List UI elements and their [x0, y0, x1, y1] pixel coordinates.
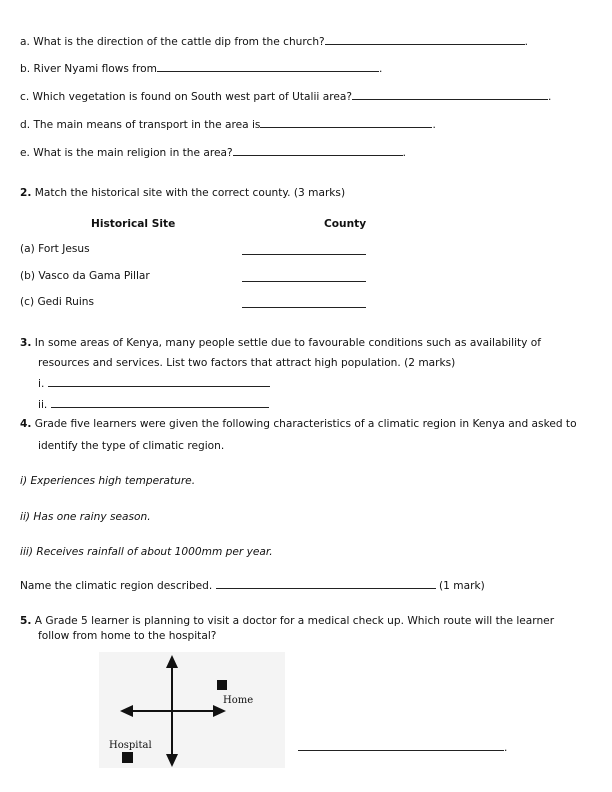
home-label: Home: [223, 695, 254, 706]
q3-ii-blank[interactable]: [51, 398, 269, 408]
q1a: [20, 35, 528, 49]
q4-marks: (1 mark): [439, 580, 485, 592]
arrow-east-icon: [213, 705, 226, 717]
q3-text1: In some areas of Kenya, many people settle due to favourable conditions such as availability of: [31, 337, 542, 349]
q1a-blank[interactable]: [325, 35, 525, 45]
q3-i-blank[interactable]: [48, 377, 270, 387]
q1d: [20, 118, 436, 132]
q4-name-line: [20, 579, 485, 593]
q1a-text: a. What is the direction of the cattle dip from the church?: [20, 36, 325, 48]
q4-char-2: ii) Has one rainy season.: [20, 511, 151, 523]
home-marker: [217, 680, 227, 690]
hospital-marker: [122, 752, 133, 763]
q2-header-county: County: [324, 218, 367, 230]
q5-blank[interactable]: [298, 741, 504, 751]
q3-item-ii: [38, 398, 269, 412]
q1b-text: b. River Nyami flows from: [20, 63, 157, 75]
q5-text1: A Grade 5 learner is planning to visit a doctor for a medical check up. Which route will the learner: [31, 615, 555, 627]
q4-blank[interactable]: [216, 579, 436, 589]
q4-number: 4.: [20, 418, 32, 430]
q1b-end: .: [378, 63, 383, 75]
q4-char-3: iii) Receives rainfall of about 1000mm per year.: [20, 546, 273, 558]
q2-row-b: (b) Vasco da Gama Pillar: [20, 270, 150, 282]
q5-line2: follow from home to the hospital?: [38, 630, 217, 642]
arrow-north-icon: [166, 655, 178, 668]
q2-header-site: Historical Site: [91, 218, 176, 230]
q5-answer: [298, 741, 507, 755]
q2-row-c: (c) Gedi Ruins: [20, 296, 94, 308]
q1c-end: .: [547, 91, 552, 103]
q3-line2: resources and services. List two factors that attract high population. (2 marks): [38, 357, 456, 369]
q1d-text: d. The main means of transport in the area is: [20, 119, 261, 131]
q1c: [20, 90, 551, 104]
q1d-end: .: [432, 119, 436, 131]
q3-ii-label: ii.: [38, 399, 48, 411]
q1e: [20, 146, 406, 160]
q3-item-i: [38, 377, 270, 391]
q2-text: Match the historical site with the correct county. (3 marks): [31, 187, 346, 199]
q2-number: 2.: [20, 187, 32, 199]
q1c-text: c. Which vegetation is found on South west part of Utalii area?: [20, 91, 352, 103]
arrow-south-icon: [166, 754, 178, 767]
q1e-blank[interactable]: [233, 146, 403, 156]
q5-end: .: [504, 742, 508, 754]
q5-number: 5.: [20, 615, 32, 627]
q4-name-text: Name the climatic region described.: [20, 580, 213, 592]
q3-line1: [20, 337, 541, 350]
q4-char-1: i) Experiences high temperature.: [20, 475, 196, 487]
q2-row-b-blank[interactable]: [242, 272, 366, 282]
arrow-west-icon: [120, 705, 133, 717]
q1c-blank[interactable]: [352, 90, 548, 100]
q1d-blank[interactable]: [260, 118, 432, 128]
compass-diagram: [99, 652, 285, 768]
q3-number: 3.: [20, 337, 32, 349]
q3-i-label: i.: [38, 378, 45, 390]
q2-row-a-blank[interactable]: [242, 245, 366, 255]
q2-row-a: (a) Fort Jesus: [20, 243, 90, 255]
q4-line2: identify the type of climatic region.: [38, 440, 225, 452]
q2-row-c-blank[interactable]: [242, 298, 366, 308]
q2-prompt: [20, 187, 345, 200]
q4-line1: [20, 418, 577, 431]
q5-line1: [20, 615, 554, 628]
hospital-label: Hospital: [109, 740, 152, 751]
q1e-text: e. What is the main religion in the area?: [20, 147, 233, 159]
q4-text1: Grade five learners were given the following characteristics of a climatic region in Kenya and asked to: [31, 418, 577, 430]
q1a-end: .: [524, 36, 529, 48]
q1b-blank[interactable]: [157, 62, 379, 72]
q1b: [20, 62, 382, 76]
q1e-end: .: [402, 147, 407, 159]
